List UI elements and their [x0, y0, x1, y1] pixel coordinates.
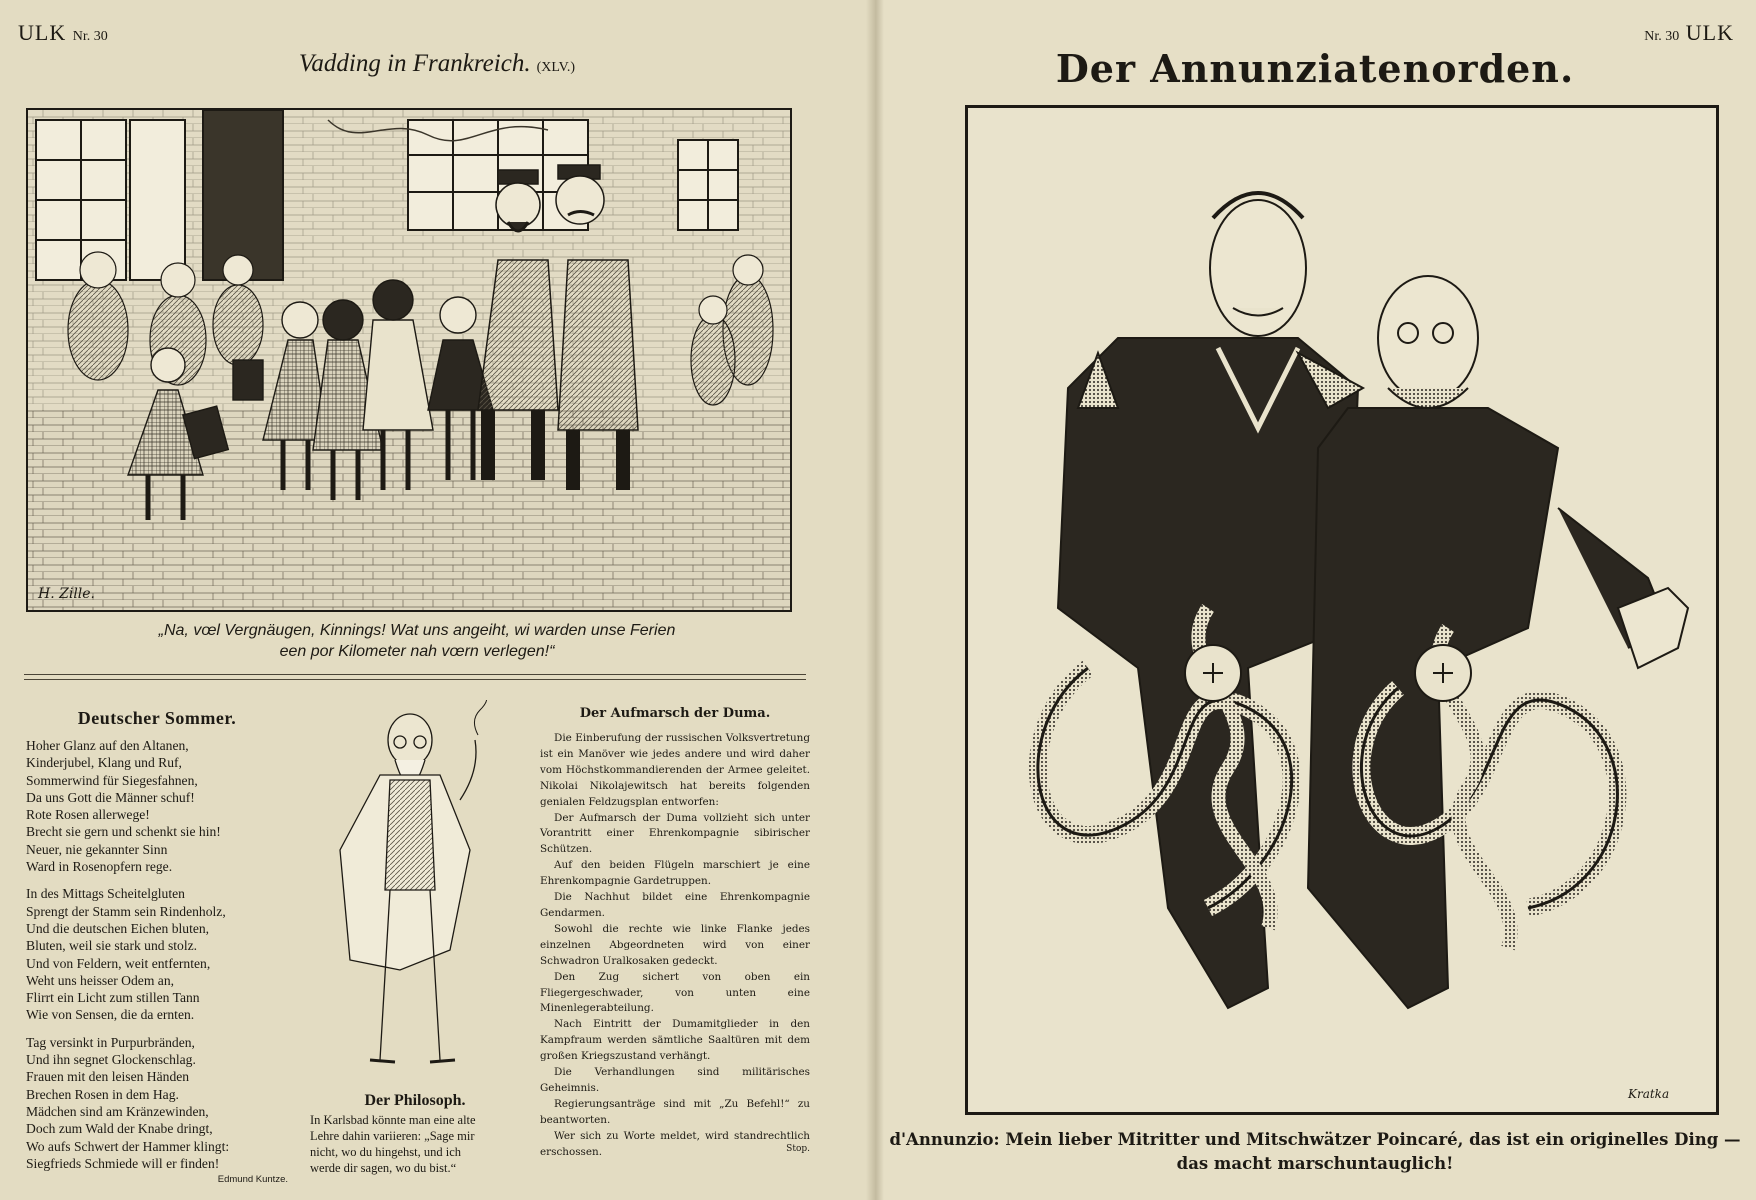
illustration-signature: H. Zille.	[38, 586, 96, 602]
duma-paragraph: Die Verhandlungen sind militärisches Geheimnis.	[540, 1066, 810, 1094]
magazine-name: ULK	[18, 20, 67, 45]
poem-line: Brechen Rosen in dem Hag.	[26, 1086, 179, 1102]
poem-line: Neuer, nie gekannter Sinn	[26, 841, 168, 857]
poem-title: Deutscher Sommer.	[77, 708, 237, 728]
magazine-name: ULK	[1685, 20, 1734, 45]
annunziata-cartoon	[968, 108, 1716, 1112]
poem-line: Flirrt ein Licht zum stillen Tann	[26, 990, 200, 1006]
duma-paragraph: Der Aufmarsch der Duma vollzieht sich unter Vorantritt einer Ehrenkompagnie sibirischer Schützen.	[540, 811, 810, 856]
duma-paragraph: Auf den beiden Flügeln marschiert je eine Ehrenkompagnie Gardetruppen.	[540, 859, 810, 888]
duma-paragraph: Die Nachhut bildet eine Ehrenkompagnie Gendarmen.	[540, 891, 810, 919]
caption-line-1: „Na, vœl Vergnäugen, Kinnings! Wat uns angeiht, wi warden unse Ferien	[158, 622, 676, 639]
annunziata-illustration-frame	[965, 105, 1719, 1115]
duma-paragraph: Regierungsanträge sind mit „Zu Befehl!“ zu beantworten.	[540, 1097, 810, 1126]
philosopher-sketch	[300, 700, 530, 1080]
philosoph-line: In Karlsbad könnte man eine alte	[310, 1113, 476, 1127]
right-running-header	[1644, 20, 1734, 46]
duma-paragraph: Nach Eintritt der Dumamitglieder in den Kampfraum werden sämtliche Saaltüren mit dem großen Kriegszustand verhängt.	[540, 1018, 810, 1063]
issue-number: Nr. 30	[72, 29, 108, 44]
poem-line: Wie von Sensen, die da ernten.	[26, 1007, 195, 1023]
cartoon-title	[0, 50, 874, 78]
poem-line: Weht uns heisser Odem an,	[26, 972, 175, 988]
poem-line: Doch zum Wald der Knabe dringt,	[26, 1121, 213, 1137]
section-divider	[24, 674, 806, 680]
page-gutter	[866, 0, 884, 1200]
poem-stanza-1	[26, 737, 288, 875]
left-running-header	[18, 20, 108, 46]
duma-title: Der Aufmarsch der Duma.	[579, 706, 771, 721]
poem-stanza-3	[26, 1034, 288, 1172]
poem-line: Hoher Glanz auf den Altanen,	[26, 738, 189, 753]
philosoph-line: nicht, wo du hingehst, und ich	[310, 1145, 462, 1159]
poem-stanza-2	[26, 885, 288, 1023]
poem-line: In des Mittags Scheitelgluten	[26, 886, 185, 902]
poem-line: Frauen mit den leisen Händen	[26, 1069, 190, 1085]
issue-number: Nr. 30	[1644, 29, 1680, 44]
philosoph-line: werde dir sagen, wo du bist.“	[310, 1161, 457, 1175]
duma-paragraph: Wer sich zu Worte meldet, wird standrechtlich erschossen.	[540, 1129, 810, 1158]
poem-line: Da uns Gott die Männer schuf!	[26, 789, 195, 805]
poem-line: Rote Rosen allerwege!	[26, 807, 150, 823]
poem-author: Edmund Kuntze.	[217, 1174, 288, 1186]
poem-line: Und von Feldern, weit entfernten,	[26, 955, 211, 971]
philosoph-line: Lehre dahin variieren: „Sage mir	[310, 1129, 475, 1143]
right-caption-line-1: d'Annunzio: Mein lieber Mitritter und Mitschwätzer Poincaré, das ist ein originelles Ding —	[889, 1130, 1741, 1149]
poem-line: Tag versinkt in Purpurbränden,	[26, 1034, 195, 1050]
right-caption-line-2: das macht marschuntauglich!	[1176, 1154, 1454, 1173]
duma-paragraph: Sowohl die rechte wie linke Flanke jedes einzelnen Abgeordneten wird von einer Schwadron Uralkosaken gedeckt.	[540, 922, 810, 967]
cartoon-caption	[26, 620, 808, 662]
right-page-title: Der Annunziatenorden.	[1055, 46, 1575, 91]
poem-line: Wo aufs Schwert der Hammer klingt:	[26, 1138, 230, 1154]
poem-line: Und die deutschen Eichen bluten,	[26, 920, 210, 936]
poem-line: Sommerwind für Siegesfahnen,	[26, 772, 198, 788]
cartoon-title-text: Vadding in Frankreich.	[298, 50, 531, 77]
philosoph-text	[310, 1112, 530, 1176]
cartoon-series-number: (XLV.)	[536, 60, 576, 75]
duma-column	[540, 706, 810, 1158]
poem-line: Und ihn segnet Glockenschlag.	[26, 1052, 196, 1068]
poem-column	[26, 708, 288, 1185]
poem-line: Brecht sie gern und schenkt sie hin!	[26, 824, 221, 840]
philosoph-title: Der Philosoph.	[364, 1092, 466, 1109]
poem-line: Kinderjubel, Klang und Ruf,	[26, 755, 182, 771]
poem-line: Bluten, weil sie stark und stolz.	[26, 938, 198, 954]
right-caption	[874, 1128, 1756, 1176]
duma-signature: Stop.	[786, 1144, 810, 1155]
caption-line-2: een por Kilometer nah vœrn verlegen!“	[279, 643, 555, 660]
duma-paragraph: Den Zug sichert von oben ein Fliegergeschwader, von unten eine Minenlegerabteilung.	[540, 970, 810, 1015]
cartoon-illustration-frame	[26, 108, 792, 612]
poem-line: Mädchen sind am Kränzewinden,	[26, 1103, 209, 1119]
duma-paragraph: Die Einberufung der russischen Volksvertretung ist ein Manöver wie jedes andere und wird daher vom Höchstkommandierenden der Armee geleitet. Nikolai Nikolajewitsch hat bereits folgenden genialen Feldzugsplan entworfen:	[540, 732, 810, 808]
schoolyard-illustration	[28, 110, 790, 610]
poem-line: Siegfrieds Schmiede will er finden!	[26, 1155, 220, 1171]
poem-line: Sprengt der Stamm sein Rindenholz,	[26, 903, 226, 919]
illustration-signature: Kratka	[1628, 1087, 1670, 1101]
poem-line: Ward in Rosenopfern rege.	[26, 859, 173, 875]
